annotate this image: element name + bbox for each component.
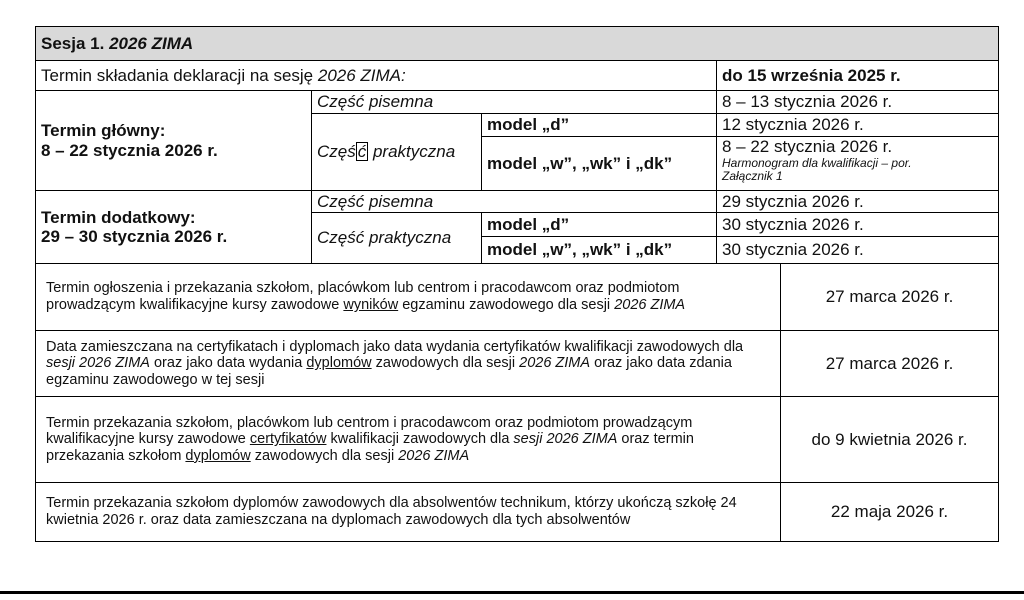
- additional-written-date: 29 stycznia 2026 r.: [717, 191, 999, 213]
- additional-practical-label: Część praktyczna: [312, 213, 482, 264]
- handover-italic-2: 2026 ZIMA: [398, 447, 470, 464]
- main-term-title: Termin główny:: [41, 120, 166, 140]
- graduates-description: Termin przekazania szkołom dyplomów zawodowych dla absolwentów technikum, którzy ukończą szkołę 24 kwietnia 2026 r. oraz data zamieszczana na dyplomach zawodowych dla tych absolwentów: [36, 483, 781, 542]
- main-model-w-label: model „w”, „wk” i „dk”: [482, 137, 717, 191]
- handover-underlined-1: certyfikatów: [249, 431, 327, 448]
- session-header-cell: [36, 27, 999, 61]
- session-prefix: Sesja 1.: [41, 33, 110, 53]
- results-underlined: wyników: [343, 297, 399, 314]
- additional-model-d-date: 30 stycznia 2026 r.: [717, 213, 999, 237]
- declaration-date: do 15 września 2025 r.: [717, 61, 999, 91]
- handover-description: [36, 397, 781, 483]
- page-bottom-rule: [0, 591, 1024, 594]
- handover-underlined-2: dyplomów: [185, 447, 251, 464]
- additional-term-cell: [36, 191, 312, 264]
- main-written-label: Część pisemna: [312, 91, 717, 114]
- cert-text-2: oraz jako data wydania: [149, 355, 307, 372]
- declaration-label-cell: [36, 61, 717, 91]
- additional-written-row: [36, 191, 999, 213]
- main-model-w-note-1: Harmonogram dla kwalifikacji – por.: [722, 155, 912, 170]
- main-term-cell: [36, 91, 312, 191]
- handover-text-4: zawodowych dla sesji: [250, 447, 399, 464]
- additional-term-dates: 29 – 30 stycznia 2026 r.: [41, 227, 228, 247]
- certificate-date-value: 27 marca 2026 r.: [781, 331, 999, 397]
- main-written-row: [36, 91, 999, 114]
- cert-italic-2: 2026 ZIMA: [519, 355, 591, 372]
- practical-label-cursor-box: ć: [357, 142, 367, 162]
- certificate-date-description: [36, 331, 781, 397]
- main-practical-label: [312, 114, 482, 191]
- results-text-2: egzaminu zawodowego dla sesji: [398, 297, 615, 314]
- handover-text-2: kwalifikacji zawodowych dla: [326, 431, 514, 448]
- practical-label-part-b: praktyczna: [368, 142, 456, 162]
- exam-schedule-table: [35, 26, 999, 542]
- results-italic: 2026 ZIMA: [614, 297, 686, 314]
- results-text-1: Termin ogłoszenia i przekazania szkołom, placówkom lub centrom i pracodawcom oraz podmiotom prowadzącym kwalifikacyjne kursy zawodowe: [46, 280, 680, 314]
- practical-label-part-a: Częś: [317, 142, 356, 162]
- main-written-date: 8 – 13 stycznia 2026 r.: [717, 91, 999, 114]
- declaration-row: [36, 61, 999, 91]
- handover-date: do 9 kwietnia 2026 r.: [781, 397, 999, 483]
- handover-row: [36, 397, 999, 483]
- main-model-w-note-2: Załącznik 1: [722, 168, 783, 183]
- declaration-label: Termin składania deklaracji na sesję: [41, 65, 318, 85]
- main-model-w-date: 8 – 22 stycznia 2026 r.: [717, 137, 999, 157]
- main-model-w-note: [717, 157, 999, 191]
- results-description: [36, 264, 781, 331]
- handover-text-3: oraz termin przekazania szkołom: [46, 431, 694, 464]
- main-model-d-label: model „d”: [482, 114, 717, 137]
- cert-underlined: dyplomów: [306, 355, 372, 372]
- main-term-dates: 8 – 22 stycznia 2026 r.: [41, 140, 218, 160]
- additional-term-title: Termin dodatkowy:: [41, 207, 196, 227]
- graduates-date: 22 maja 2026 r.: [781, 483, 999, 542]
- cert-text-4: oraz jako data zdania egzaminu zawodowego w tej sesji: [46, 355, 732, 388]
- declaration-label-italic: 2026 ZIMA:: [317, 65, 406, 85]
- additional-model-d-label: model „d”: [482, 213, 717, 237]
- main-model-d-date: 12 stycznia 2026 r.: [717, 114, 999, 137]
- cert-text-1: Data zamieszczana na certyfikatach i dyplomach jako data wydania certyfikatów kwalifikacji zawodowych dla: [46, 338, 744, 355]
- additional-model-w-label: model „w”, „wk” i „dk”: [482, 237, 717, 264]
- handover-text-1: Termin przekazania szkołom, placówkom lub centrom i pracodawcom oraz podmiotom prowadzącym kwalifikacyjne kursy zawodowe: [46, 414, 693, 448]
- additional-model-w-date: 30 stycznia 2026 r.: [717, 237, 999, 264]
- additional-written-label: Część pisemna: [312, 191, 717, 213]
- cert-italic-1: sesji 2026 ZIMA: [46, 355, 150, 372]
- graduates-row: [36, 483, 999, 542]
- session-header-row: [36, 27, 999, 61]
- results-date: 27 marca 2026 r.: [781, 264, 999, 331]
- session-name: 2026 ZIMA: [109, 33, 194, 53]
- certificate-date-row: [36, 331, 999, 397]
- cert-text-3: zawodowych dla sesji: [371, 355, 520, 372]
- results-row: [36, 264, 999, 331]
- handover-italic-1: sesji 2026 ZIMA: [513, 431, 618, 448]
